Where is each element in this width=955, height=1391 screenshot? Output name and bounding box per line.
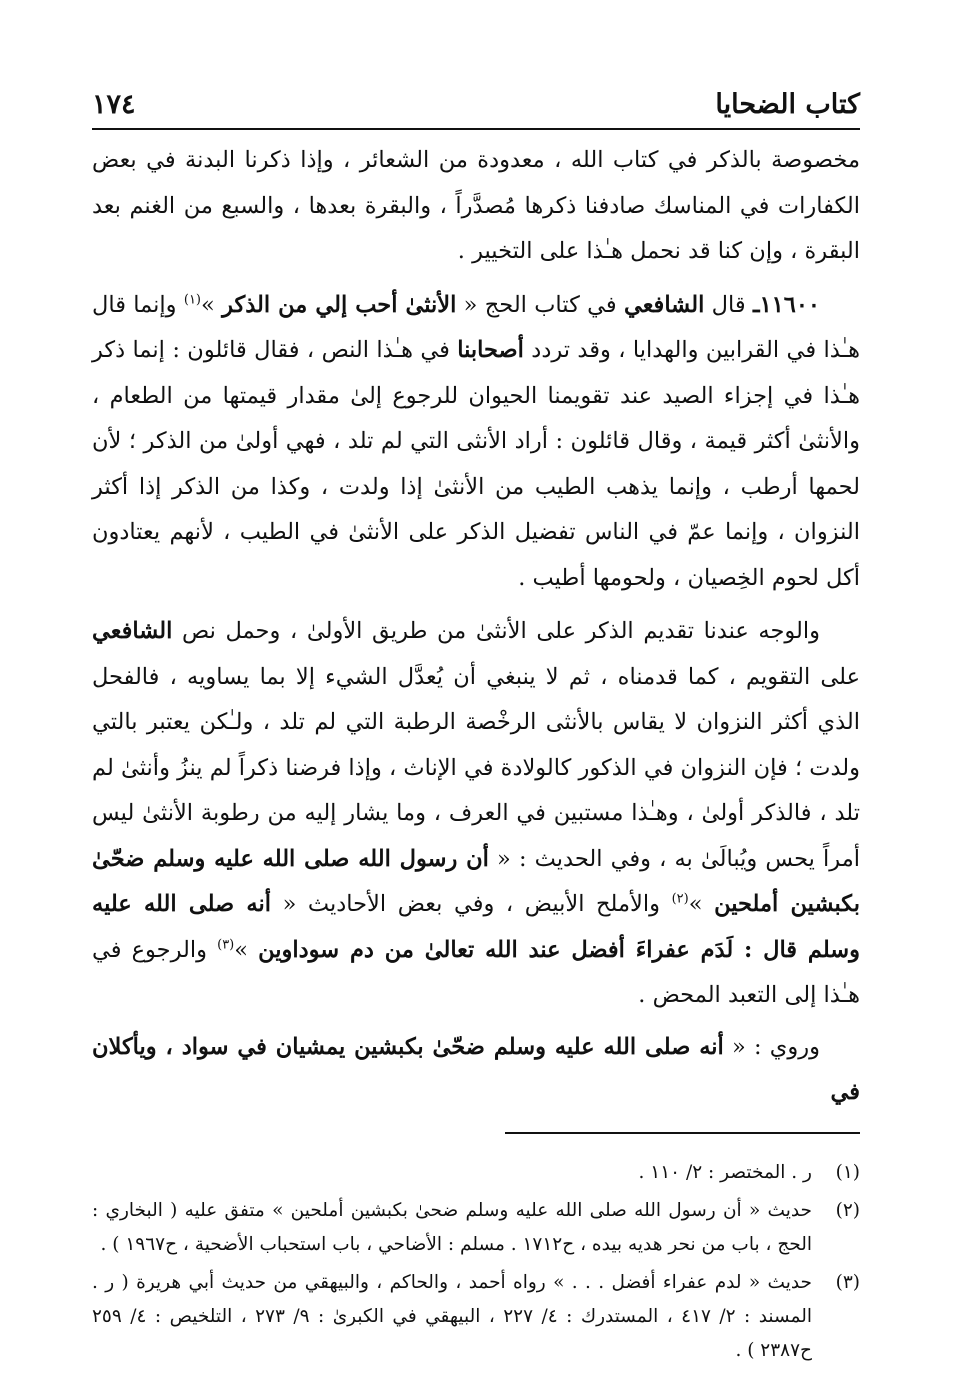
text-run: في هـٰذا النص ، فقال قائلون : إنما ذكر هـٰذا في إجزاء الصيد عند تقويمنا الحيوان للرجوع إلىٰ مقدار قيمتها من الطعام ، والأنثىٰ أكثر قيمة ، وقال قائلون : أراد الأنثى التي لم تلد ، فهي أولىٰ من الذكر ؛ لأن لحمها أرطب ، وإنما يذهب الطيب من الأنثىٰ إذا ولدت ، وكذا من الذكر إذا أكثر النزوان ، وإنما عمّ في الناس تفضيل الذكر على الأنثىٰ في الطيب ، لأنهم يعتادون أكل لحوم الخِصيان ، ولحومها أطيب . [92, 337, 860, 591]
footnotes [92, 1156, 860, 1368]
text-run: والأملح الأبيض ، وفي بعض الأحاديث « [271, 891, 672, 917]
main-text [92, 138, 860, 1116]
footnote-separator [505, 1132, 860, 1134]
footnote-ref-1[interactable]: (١) [183, 292, 201, 307]
text-run: » [234, 936, 259, 963]
footnote-number: (٢) [835, 1199, 860, 1221]
footnote-text: ر . المختصر : ٢/ ١١٠ . [638, 1161, 812, 1183]
paragraph-1: مخصوصة بالذكر في كتاب الله ، معدودة من الشعائر ، وإذا ذكرنا البدنة في بعض الكفارات في المناسك صادفنا ذكرها مُصدَّراً ، والبقرة بعدها ، والسبع من الغنم بعد البقرة ، وإن كنا قد نحمل هـٰذا على التخيير . [92, 147, 860, 264]
chapter-title: كتاب الضحايا [715, 88, 860, 120]
paragraph-4 [92, 1025, 860, 1116]
footnote-ref-2[interactable]: (٢) [671, 891, 689, 907]
footnote-number: (٣) [835, 1271, 860, 1293]
hadith-text: أنه صلى الله عليه وسلم قال : لَدَم عفراءَ أفضل عند الله تعالىٰ من دم سوداوين [92, 891, 860, 963]
paragraph-2 [92, 283, 860, 602]
bold-run: الشافعي [92, 618, 173, 644]
footnote-2 [92, 1194, 860, 1262]
footnote-ref-3[interactable]: (٣) [217, 937, 235, 952]
text-run: وروي : « [723, 1033, 821, 1060]
bold-run: الشافعي [623, 291, 705, 318]
footnote-text: حديث « أن رسول الله صلى الله عليه وسلم ضحىٰ بكبشين أملحين » متفق عليه ( البخاري : الحج ، باب من نحر هديه بيده ، ح١٧١٢ . مسلم : الأضاحي ، باب استحباب الأضحية ، ح١٩٦٧ ) . [92, 1199, 812, 1255]
footnote-number: (١) [835, 1161, 860, 1183]
quoted-text: الأنثىٰ أحب إلي من الذكر [222, 291, 457, 318]
hadith-text: أنه صلى الله عليه وسلم ضحّىٰ بكبشين يمشيان في سواد ، ويأكلان في [92, 1033, 860, 1105]
text-run: على التقويم ، كما قدمناه ، ثم لا ينبغي أن يُعدَّل الشيء إلا بما يساويه ، فالفحل الذي أكثر النزوان لا يقاس بالأنثى الرخْصة الرطبة التي لم تلد ، ولـٰكن يعتبر بالتي ولدت ؛ فإن النزوان في الذكور كالولادة في الإناث ، وإذا فرضنا ذكراً لم ينزُ وأنثىٰ لم تلد ، فالذكر أولىٰ ، وهـٰذا مستبين في العرف ، وما يشار إليه من رطوبة الأنثىٰ ليس أمراً يحس ويُبالَىٰ به ، وفي الحديث : « [92, 663, 860, 872]
text-run: والوجه عندنا تقديم الذكر على الأنثىٰ من طريق الأولىٰ ، وحمل نص [172, 618, 820, 644]
text-run: قال [704, 291, 753, 318]
page-header [92, 80, 860, 130]
footnote-text: حديث « لدم عفراء أفضل . . . » رواه أحمد ، والحاكم ، والبيهقي من حديث أبي هريرة ( ر . المسند : ٢/ ٤١٧ ، المستدرك : ٤/ ٢٢٧ ، البيهقي في الكبرىٰ : ٩/ ٢٧٣ ، التلخيص : ٤/ ٢٥٩ ح٢٣٨٧ ) . [92, 1271, 812, 1361]
page-number: ١٧٤ [92, 88, 136, 120]
bold-run: أصحابنا [457, 337, 524, 363]
text-run: » [201, 291, 223, 318]
paragraph-3 [92, 609, 860, 1019]
issue-number: ١١٦٠٠ـ [752, 291, 820, 318]
text-run: والرجوع في هـٰذا إلى التعبد المحض . [92, 936, 860, 1008]
text-run: » [688, 891, 715, 917]
text-run: وإنما قال هـٰذا في القرابين والهدايا ، وقد تردد [92, 291, 860, 363]
footnote-3 [92, 1266, 860, 1368]
hadith-text: أن رسول الله صلى الله عليه وسلم ضحّىٰ بكبشين أملحين [92, 845, 860, 917]
footnote-1 [92, 1156, 860, 1190]
text-run: في كتاب الحج « [456, 291, 624, 318]
